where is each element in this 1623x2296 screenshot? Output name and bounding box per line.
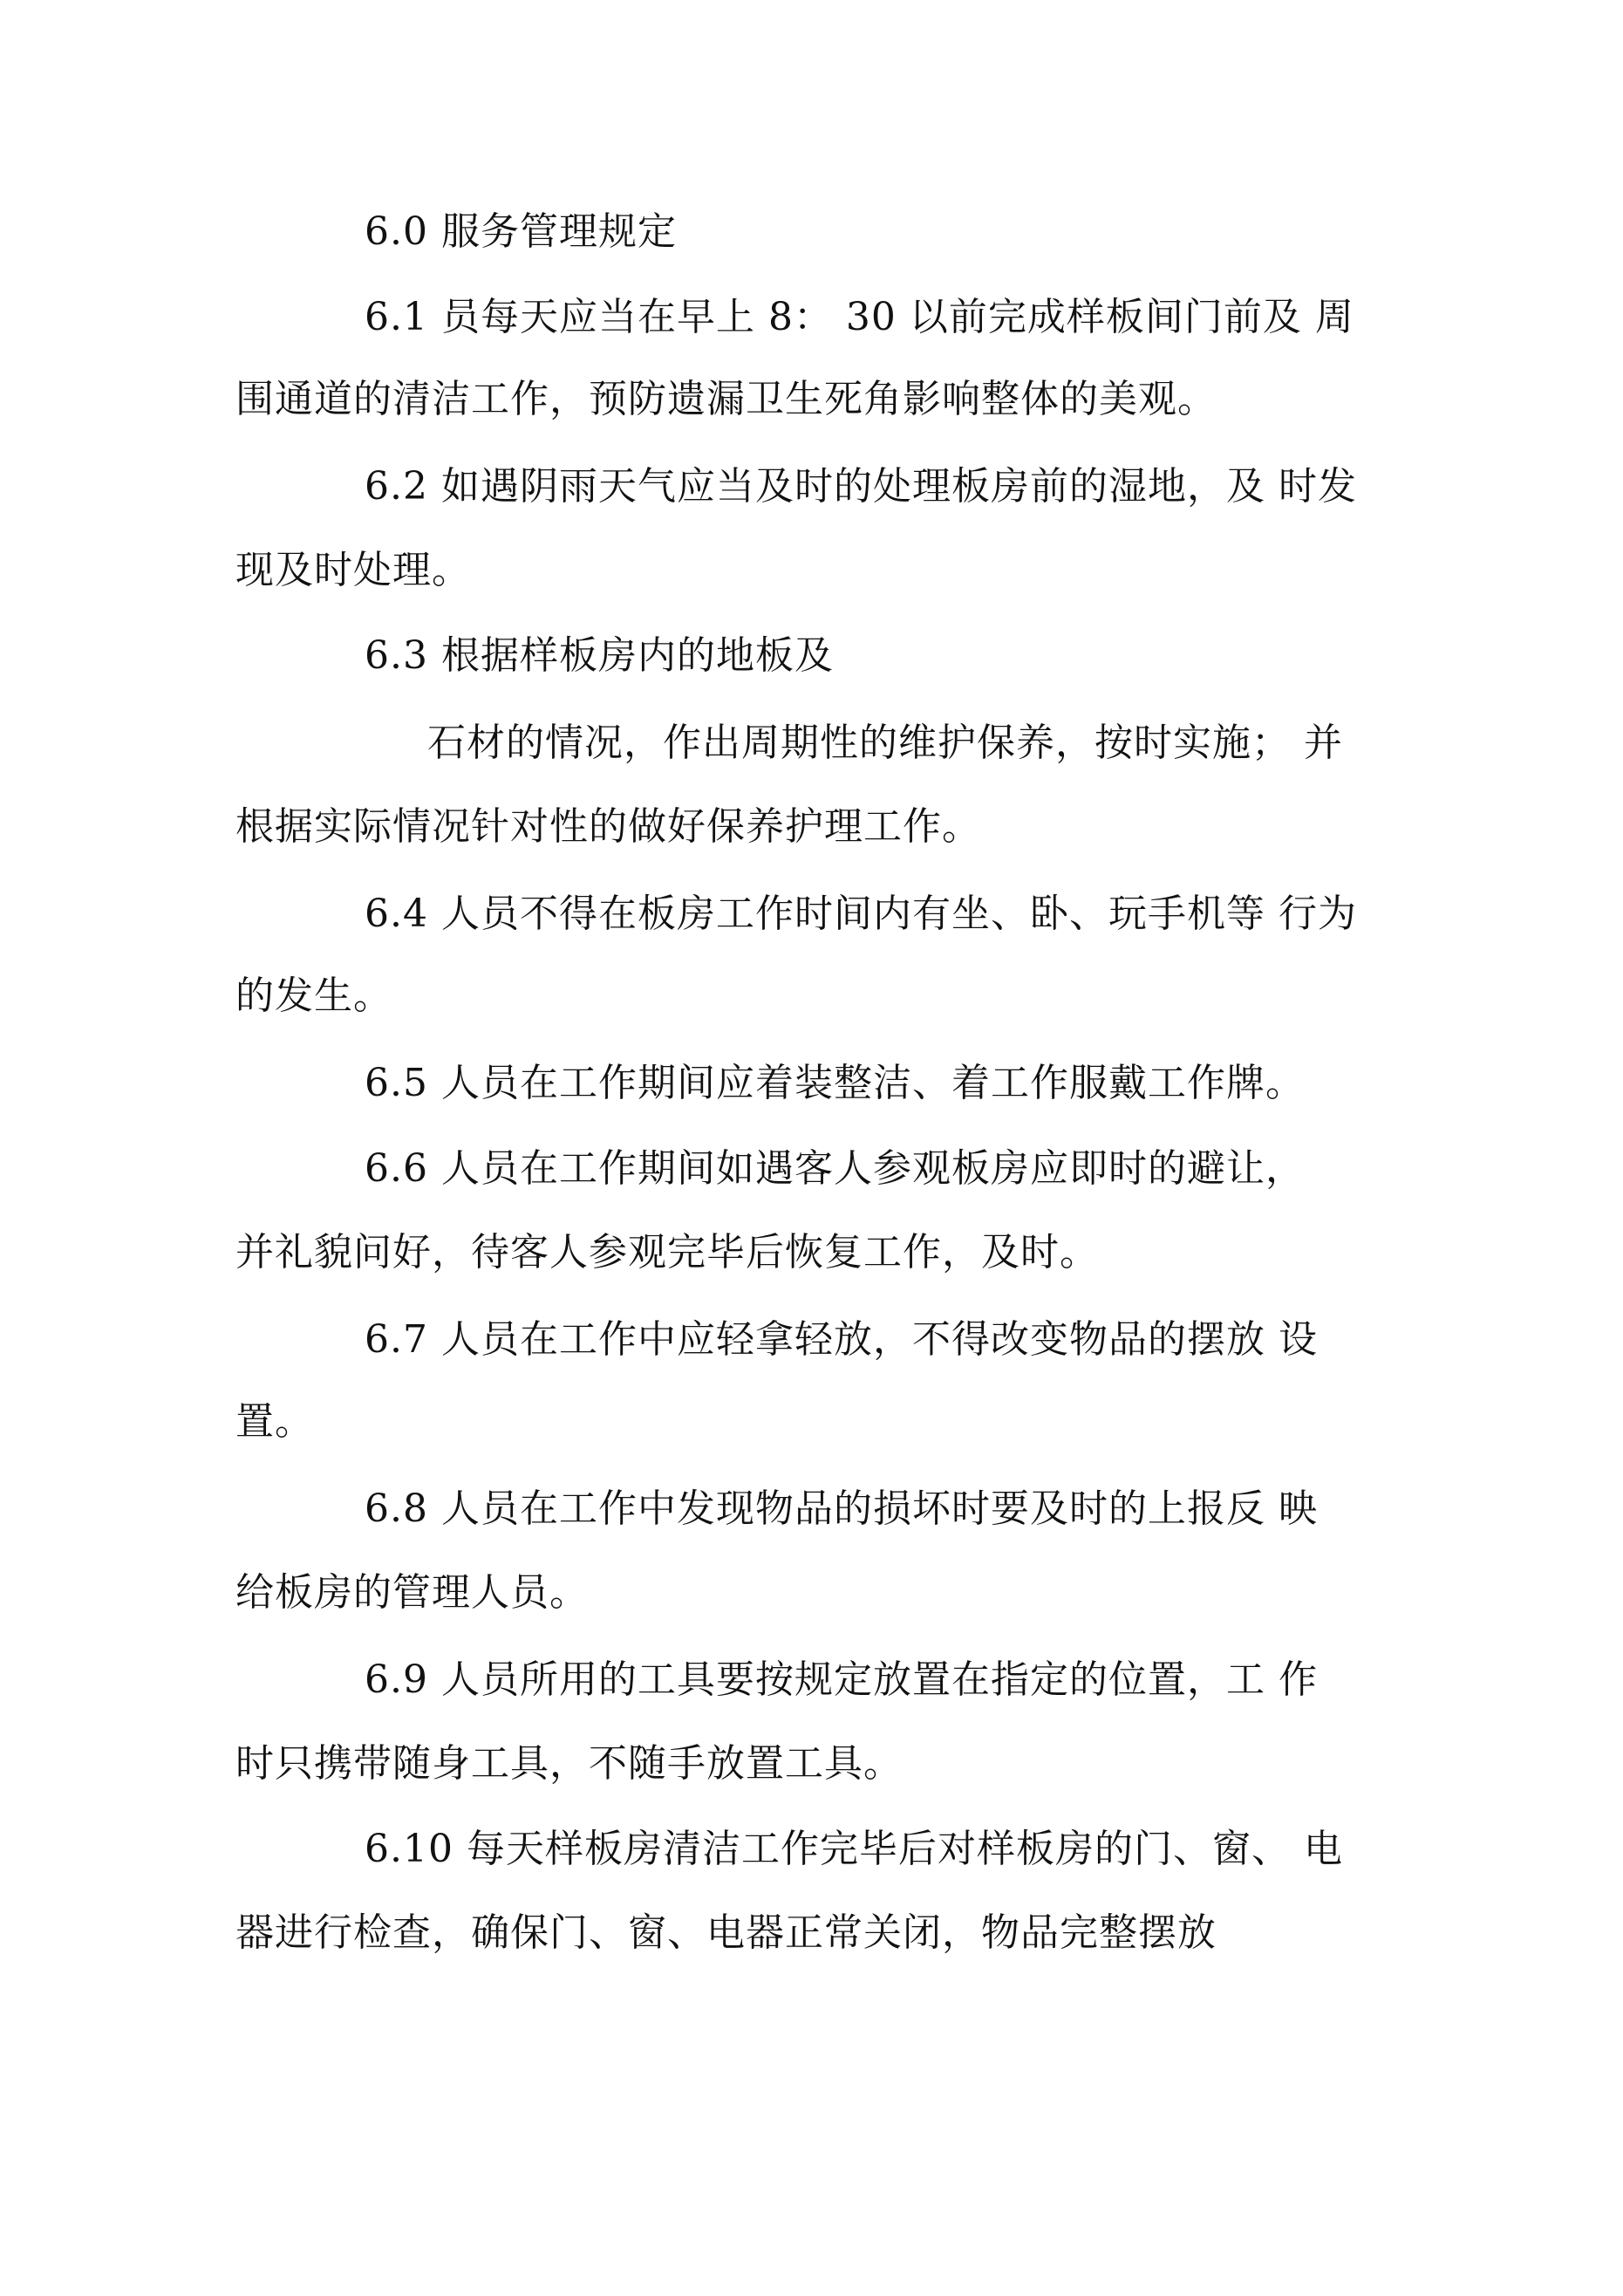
paragraph-line: 6.3 根据样板房内的地板及 — [365, 633, 834, 678]
paragraph-line: 根据实际情况针对性的做好保养护理工作。 — [235, 804, 981, 849]
paragraph-line: 并礼貌问好，待客人参观完毕后恢复工作，及时。 — [235, 1230, 1099, 1274]
paragraph-line: 6.10 每天样板房清洁工作完毕后对样板房的门、窗、 电 — [365, 1827, 1343, 1871]
paragraph-line: 6.4 人员不得在板房工作时间内有坐、卧、玩手机等 行为 — [365, 892, 1357, 936]
paragraph-line: 置。 — [235, 1399, 314, 1444]
section-heading: 6.0 服务管理规定 — [365, 209, 677, 254]
paragraph-line: 现及时处理。 — [235, 548, 471, 592]
paragraph-line: 器进行检查，确保门、窗、电器正常关闭，物品完整摆放 — [235, 1910, 1217, 1955]
paragraph-line: 6.7 人员在工作中应轻拿轻放，不得改变物品的摆放 设 — [365, 1317, 1318, 1362]
paragraph-line: 时只携带随身工具，不随手放置工具。 — [235, 1741, 903, 1786]
paragraph-line: 6.1 员每天应当在早上 8： 30 以前完成样板间门前及 周 — [365, 295, 1354, 339]
paragraph-line: 围通道的清洁工作，预防遗漏卫生死角影响整体的美观。 — [235, 377, 1217, 421]
paragraph-line: 给板房的管理人员。 — [235, 1570, 589, 1615]
paragraph-line: 石材的情况，作出周期性的维护保养，按时实施； 并 — [427, 721, 1343, 765]
paragraph-line: 6.5 人员在工作期间应着装整洁、着工作服戴工作牌。 — [365, 1061, 1305, 1105]
paragraph-line: 的发生。 — [235, 974, 392, 1018]
paragraph-line: 6.9 人员所用的工具要按规定放置在指定的位置，工 作 — [365, 1657, 1318, 1702]
paragraph-line: 6.8 人员在工作中发现物品的损坏时要及时的上报反 映 — [365, 1486, 1318, 1531]
paragraph-line: 6.6 人员在工作期间如遇客人参观板房应即时的避让， — [365, 1146, 1305, 1191]
paragraph-line: 6.2 如遇阴雨天气应当及时的处理板房前的湿地，及 时发 — [365, 464, 1357, 509]
